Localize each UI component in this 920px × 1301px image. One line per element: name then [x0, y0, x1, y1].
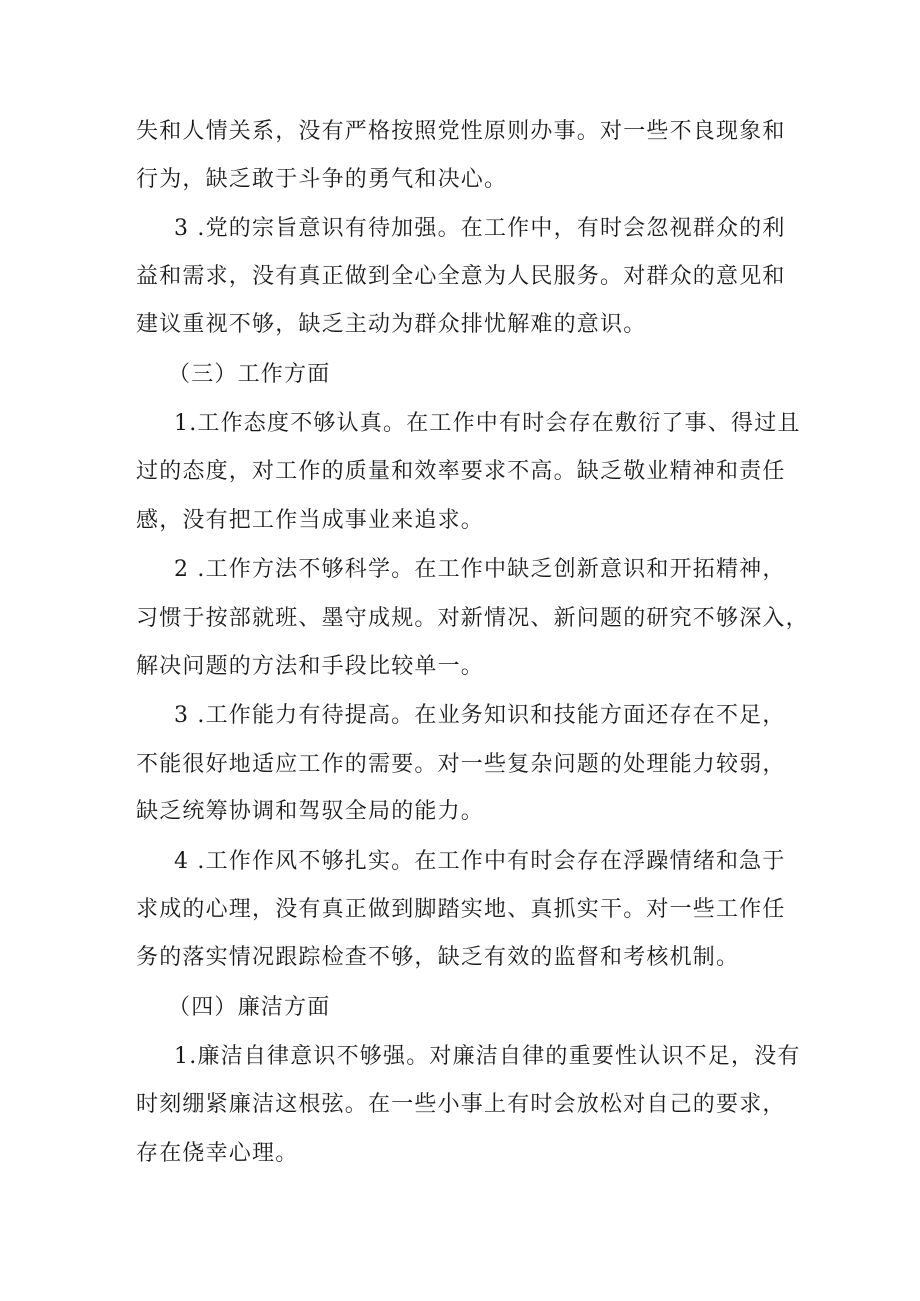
- section-heading-work: （三）工作方面: [168, 362, 331, 387]
- body-line: 2 .工作方法不够科学。在工作中缺乏创新意识和开拓精神，: [174, 557, 786, 582]
- body-line: 失和人情关系，没有严格按照党性原则办事。对一些不良现象和: [136, 119, 786, 144]
- body-line: 1.工作态度不够认真。在工作中有时会存在敷衍了事、得过且: [174, 411, 801, 436]
- body-line: 不能很好地适应工作的需要。对一些复杂问题的处理能力较弱，: [136, 752, 786, 777]
- body-line: 务的落实情况跟踪检查不够，缺乏有效的监督和考核机制。: [136, 945, 740, 970]
- body-line: 时刻绷紧廉洁这根弦。在一些小事上有时会放松对自己的要求，: [136, 1092, 786, 1117]
- body-line: 建议重视不够，缺乏主动为群众排忧解难的意识。: [136, 312, 647, 337]
- body-line: 益和需求，没有真正做到全心全意为人民服务。对群众的意见和: [136, 264, 786, 289]
- body-line: 4 .工作作风不够扎实。在工作中有时会存在浮躁情绪和急于: [174, 849, 786, 874]
- body-line: 感，没有把工作当成事业来追求。: [136, 508, 485, 533]
- section-heading-integrity: （四）廉洁方面: [168, 995, 331, 1020]
- body-line: 过的态度，对工作的质量和效率要求不高。缺乏敬业精神和责任: [136, 459, 786, 484]
- body-line: 求成的心理，没有真正做到脚踏实地、真抓实干。对一些工作任: [136, 897, 786, 922]
- body-line: 1.廉洁自律意识不够强。对廉洁自律的重要性认识不足，没有: [174, 1044, 801, 1069]
- body-line: 行为，缺乏敢于斗争的勇气和决心。: [136, 167, 508, 192]
- body-line: 3 .党的宗旨意识有待加强。在工作中，有时会忽视群众的利: [174, 216, 786, 241]
- body-line: 3 .工作能力有待提高。在业务知识和技能方面还存在不足，: [174, 703, 786, 728]
- body-line: 缺乏统筹协调和驾驭全局的能力。: [136, 799, 485, 824]
- body-line: 习惯于按部就班、墨守成规。对新情况、新问题的研究不够深入，: [136, 606, 809, 631]
- body-line: 存在侥幸心理。: [136, 1141, 299, 1166]
- body-line: 解决问题的方法和手段比较单一。: [136, 654, 485, 679]
